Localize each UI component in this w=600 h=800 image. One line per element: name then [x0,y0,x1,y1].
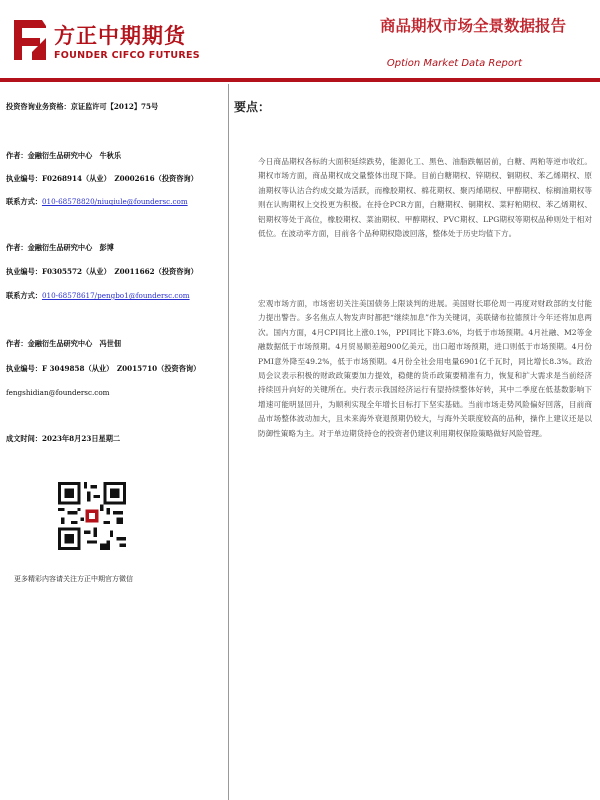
author-contact [6,291,190,301]
contact-link[interactable]: 010-68578820/niuqiule@foundersc.com [41,197,188,206]
column-divider [228,84,229,800]
author-registration: 执业编号：F 3049858（从业） Z0015710（投资咨询） [6,364,201,373]
contact-label: 联系方式： [6,197,42,206]
header-rule [0,78,600,82]
contact-label: 联系方式： [6,291,42,300]
author-registration: 执业编号：F0268914（从业） Z0002616（投资咨询） [6,174,198,183]
report-subtitle: Option Market Data Report [386,58,522,69]
contact-link[interactable]: 010-68578617/pengbo1@foundersc.com [41,291,190,300]
author-contact [6,197,188,207]
author-name: 作者：金融衍生品研究中心 冯世佃 [6,339,122,348]
qr-caption: 更多精彩内容请关注方正中期官方微信 [14,575,133,583]
founder-logo-icon [12,18,48,62]
author-contact [6,388,109,397]
summary-paragraph-options: 今日商品期权各标的大面积延续跌势，能源化工、黑色、油脂跌幅居前，白糖、两粕等逆市收红。期权市场方面，商品期权成交量整体出现下降。目前白糖期权、锌期权、铜期权、苯乙烯期权、原油期权等认沽合约成交最为活跃，而橡胶期权、棉花期权、聚丙烯期权、甲醇期权、棕榈油期权等则在认购期权上交投更为积极。在持仓PCR方面，白糖期权、铜期权、菜籽粕期权、苯乙烯期权、铝期权等处于高位，橡胶期权、菜油期权、甲醇期权、PVC期权、LPG期权等期权品种则处于相对低位。在波动率方面，目前各个品种期权隐波回落，整体处于历史均值下方。 [258,157,592,239]
summary-paragraph-macro: 宏观市场方面，市场密切关注美国债务上限谈判的进展。美国财长耶伦周一再度对财政部的支付能力提出警告。多名焦点人物发声时都把“继续加息”作为关键词，美联储布拉德预计今年还将加息两次。国内方面，4月CPI同比上涨0.1%，PPI同比下降3.6%，均低于市场预期。4月社融、M2等金融数据低于市场预期。4月贸易顺差超900亿美元，出口超市场预期，进口则低于市场预期。4月份PMI意外降至49.2%，低于市场预期。4月份全社会用电量6901亿千瓦时，同比增长8.3%。政治局会议表示积极的财政政策要加力提效，稳健的货币政策要精准有力，恢复和扩大需求是当前经济持续回升向好的关键所在。央行表示我国经济运行有望持续整体好转，其中二季度在低基数影响下增速可能明显回升，为顺利实现全年增长目标打下坚实基础。当前市场走势风险偏好回落，目前商品市场整体波动加大，且未来海外衰退预期仍较大，与海外关联度较高的品种，操作上建议还是以防御性策略为主。对于单边期货持仓的投资者仍建议利用期权保险策略做好风险管理。 [258,299,592,438]
wechat-qr-code [58,482,126,550]
license-text: 投资咨询业务资格：京证监许可【2012】75号 [6,102,159,111]
key-points-title: 要点： [234,100,271,114]
report-header [0,0,600,80]
publish-date: 成文时间：2023年8月23日星期二 [6,434,121,443]
report-title: 商品期权市场全景数据报告 [379,17,566,35]
author-name: 作者：金融衍生品研究中心 彭博 [6,243,114,252]
logo-chinese-name: 方正中期期货 [54,24,186,48]
company-logo [12,14,222,66]
author-name: 作者：金融衍生品研究中心 牛秋乐 [6,151,122,160]
contact-email: fengshidian@foundersc.com [6,388,110,397]
logo-english-name: FOUNDER CIFCO FUTURES [54,50,200,61]
author-registration: 执业编号：F0305572（从业） Z0011662（投资咨询） [6,267,198,276]
